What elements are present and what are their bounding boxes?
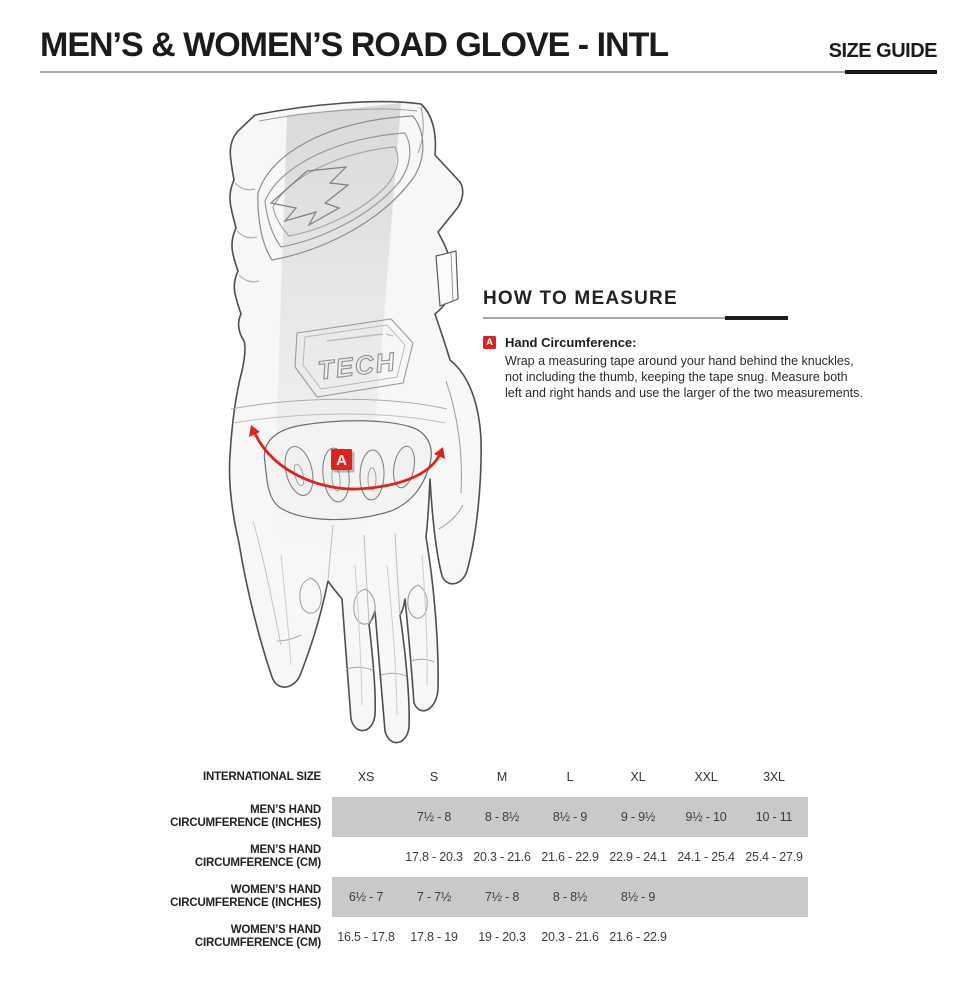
instruction-line: not including the thumb, keeping the tape snug. Measure both (505, 370, 848, 385)
table-cell: 22.9 - 24.1 (609, 850, 667, 864)
table-cell: 7½ - 8 (468, 877, 536, 917)
measure-marker-a-label: A (336, 452, 347, 469)
table-row-mens-cm (157, 837, 808, 877)
measure-name: Hand Circumference: (505, 335, 637, 350)
table-cell: 10 - 11 (740, 797, 808, 837)
row-label-line: WOMEN’S HAND (230, 924, 321, 936)
measure-text (505, 335, 863, 402)
row-label (157, 917, 332, 957)
table-row-mens-inches (157, 797, 808, 837)
size-column-header: 3XL (763, 770, 785, 784)
table-row-header: INTERNATIONAL SIZE (202, 770, 321, 783)
table-cell (740, 917, 808, 957)
table-cell: 7 - 7½ (400, 877, 468, 917)
size-column-header: XS (357, 770, 375, 784)
row-label-line: CIRCUMFERENCE (INCHES) (170, 897, 321, 909)
size-column-header: XL (630, 770, 646, 784)
table-cell: 24.1 - 25.4 (677, 850, 735, 864)
row-label-line: CIRCUMFERENCE (CM) (194, 937, 321, 949)
velcro-strap (436, 251, 458, 306)
table-cell: 25.4 - 27.9 (745, 850, 803, 864)
row-label (157, 797, 332, 837)
table-cell: 16.5 - 17.8 (337, 930, 395, 944)
table-cell: 20.3 - 21.6 (541, 930, 599, 944)
table-cell (332, 837, 400, 877)
size-guide-label: SIZE GUIDE (828, 40, 937, 62)
table-cell: 8½ - 9 (604, 877, 672, 917)
how-to-measure-divider-accent (725, 316, 788, 320)
size-column-header: XXL (694, 770, 718, 784)
table-cell (332, 797, 400, 837)
page-title: MEN’S & WOMEN’S ROAD GLOVE - INTL (40, 26, 669, 64)
table-cell: 8 - 8½ (536, 877, 604, 917)
size-column-header: L (566, 770, 574, 784)
table-cell: 9 - 9½ (604, 797, 672, 837)
header-divider-accent (845, 70, 937, 74)
table-cell: 8½ - 9 (536, 797, 604, 837)
instruction-line: Wrap a measuring tape around your hand behind the knuckles, (505, 354, 854, 368)
table-cell: 17.8 - 19 (410, 930, 458, 944)
measure-item-hand-circumference (483, 335, 863, 402)
measure-marker-a (331, 449, 355, 473)
how-to-measure-section (483, 288, 863, 402)
table-cell: 7½ - 8 (400, 797, 468, 837)
size-column-header: S (429, 770, 439, 784)
table-row-womens-inches (157, 877, 808, 917)
table-cell: 19 - 20.3 (478, 930, 526, 944)
table-cell: 21.6 - 22.9 (609, 930, 667, 944)
size-table (157, 757, 808, 957)
header-divider (40, 71, 937, 73)
how-to-measure-divider (483, 317, 788, 319)
table-header-row (157, 757, 808, 797)
tech-logo-text: TECH (316, 346, 399, 386)
row-label (157, 837, 332, 877)
table-cell: 20.3 - 21.6 (473, 850, 531, 864)
table-row-womens-cm (157, 917, 808, 957)
table-cell: 8 - 8½ (468, 797, 536, 837)
row-label (157, 877, 332, 917)
table-cell: 17.8 - 20.3 (405, 850, 463, 864)
marker-a-badge: A (483, 336, 496, 349)
row-label-line: MEN’S HAND (250, 844, 321, 856)
table-cell (740, 877, 808, 917)
table-cell (672, 917, 740, 957)
row-label-line: MEN’S HAND (250, 804, 321, 816)
table-cell: 21.6 - 22.9 (541, 850, 599, 864)
row-label-line: WOMEN’S HAND (230, 884, 321, 896)
row-label-line: CIRCUMFERENCE (CM) (194, 857, 321, 869)
instruction-line: left and right hands and use the larger of the two measurements. (505, 386, 863, 401)
table-cell: 6½ - 7 (332, 877, 400, 917)
glove-diagram-svg (215, 85, 505, 765)
glove-illustration (215, 85, 505, 765)
table-cell: 9½ - 10 (672, 797, 740, 837)
size-column-header: M (496, 770, 508, 784)
how-to-measure-heading: HOW TO MEASURE (483, 288, 678, 309)
table-cell (672, 877, 740, 917)
row-label-line: CIRCUMFERENCE (INCHES) (170, 817, 321, 829)
